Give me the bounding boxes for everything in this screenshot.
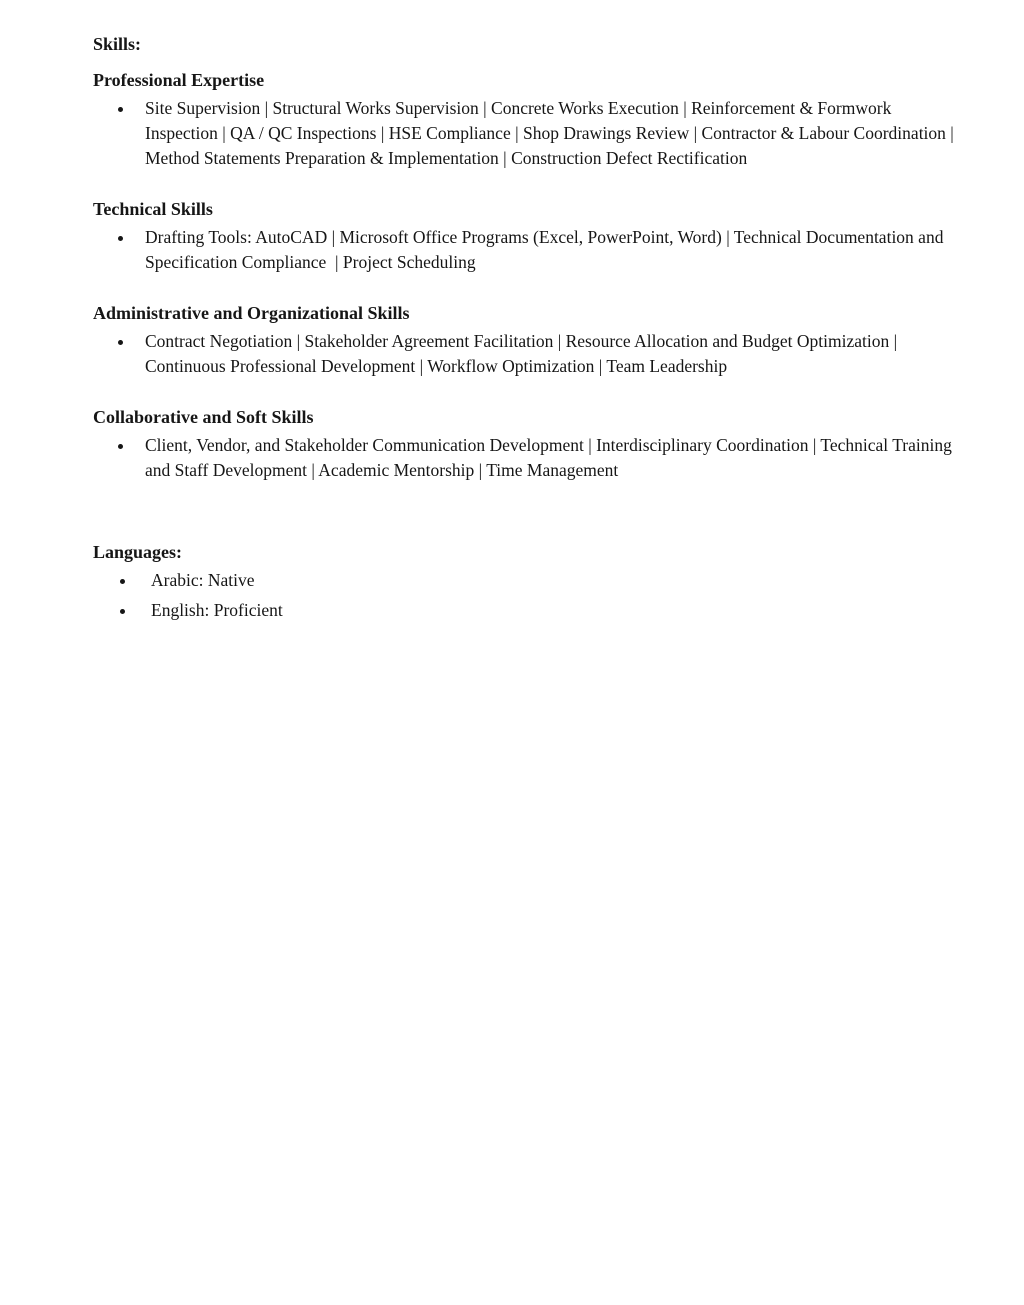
skill-list bbox=[93, 96, 959, 171]
skill-list bbox=[93, 329, 955, 379]
skill-category-heading: Professional Expertise bbox=[93, 70, 265, 90]
skill-list bbox=[93, 225, 955, 275]
skill-list-item: • Contract Negotiation | Stakeholder Agreement Facilitation | Resource Allocation and Budget Optimization | Continuous Professional Development | Workflow Optimization | Team Leadership bbox=[135, 329, 955, 379]
skills-section-title: Skills: bbox=[93, 34, 142, 54]
skill-category-collaborative-soft bbox=[93, 406, 955, 483]
skill-list bbox=[93, 433, 955, 483]
skill-list-item: • Drafting Tools: AutoCAD | Microsoft Office Programs (Excel, PowerPoint, Word) | Technical Documentation and Specification Compliance | Project Scheduling bbox=[135, 225, 955, 275]
skill-list-item: • Site Supervision | Structural Works Supervision | Concrete Works Execution | Reinforcement & Formwork Inspection | QA / QC Inspections | HSE Compliance | Shop Drawings Review | Contractor & Labour Coordination | Method Statements Preparation & Implementation | Construction Defect Rectification bbox=[135, 96, 955, 171]
skill-category-heading: Technical Skills bbox=[93, 199, 213, 219]
language-list bbox=[93, 568, 955, 623]
skill-category-professional-expertise bbox=[93, 69, 959, 171]
skill-category-heading: Administrative and Organizational Skills bbox=[93, 303, 410, 323]
languages-section-title: Languages: bbox=[93, 542, 183, 562]
skill-category-heading: Collaborative and Soft Skills bbox=[93, 407, 314, 427]
languages-section bbox=[93, 541, 955, 623]
language-list-item: • Arabic: Native bbox=[137, 568, 955, 593]
skill-category-technical-skills bbox=[93, 198, 955, 275]
skill-list-item: • Client, Vendor, and Stakeholder Communication Development | Interdisciplinary Coordination | Technical Training and Staff Development | Academic Mentorship | Time Management bbox=[135, 433, 955, 483]
language-list-item: • English: Proficient bbox=[137, 598, 955, 623]
skill-category-administrative-organizational bbox=[93, 302, 955, 379]
